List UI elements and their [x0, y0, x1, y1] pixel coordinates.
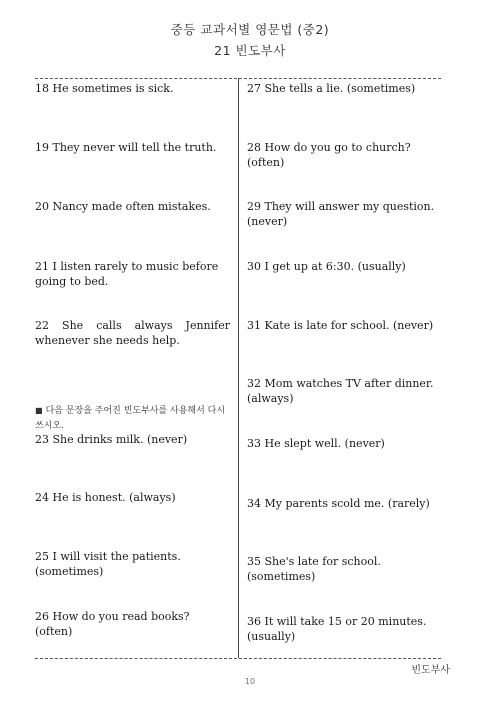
item-text: I get up at 6:30. (usually) [264, 260, 406, 273]
exercise-item-33 [247, 436, 442, 451]
bottom-divider [35, 658, 441, 659]
item-number: 32 [247, 377, 261, 390]
item-text: Kate is late for school. (never) [264, 319, 434, 332]
exercise-item-30 [247, 259, 442, 274]
exercise-item-23 [35, 432, 230, 447]
item-text: He sometimes is sick. [52, 82, 174, 95]
instruction-text: 다음 문장을 주어진 빈도부사를 사용해서 다시 쓰시오. [35, 406, 226, 431]
item-text: How do you go to church? (often) [247, 141, 411, 169]
page-number: 10 [244, 677, 256, 686]
item-text: My parents scold me. (rarely) [264, 497, 430, 510]
exercise-item-26 [35, 609, 230, 639]
item-number: 26 [35, 610, 49, 623]
item-number: 35 [247, 555, 261, 568]
exercise-item-19 [35, 140, 230, 155]
exercise-item-18 [35, 81, 230, 96]
item-number: 28 [247, 141, 261, 154]
page-title: 중등 교과서별 영문법 (중2) [170, 22, 330, 37]
item-text: She tells a lie. (sometimes) [264, 82, 416, 95]
item-number: 36 [247, 615, 261, 628]
item-text: She calls always Jennifer whenever she needs help. [35, 319, 230, 347]
item-text: She's late for school. (sometimes) [247, 555, 381, 583]
item-text: She drinks milk. (never) [52, 433, 188, 446]
item-number: 29 [247, 200, 261, 213]
item-number: 23 [35, 433, 49, 446]
item-text: I listen rarely to music before going to bed. [35, 260, 219, 288]
square-bullet-icon: ■ [35, 406, 43, 415]
item-text: How do you read books? (often) [35, 610, 190, 638]
item-text: Mom watches TV after dinner. (always) [247, 377, 434, 405]
item-text: He slept well. (never) [264, 437, 385, 450]
item-number: 34 [247, 497, 261, 510]
exercise-item-24 [35, 490, 230, 505]
chapter-subtitle: 21 빈도부사 [214, 43, 286, 58]
item-number: 27 [247, 82, 261, 95]
item-text: They will answer my question. (never) [247, 200, 435, 228]
instruction [35, 403, 230, 434]
exercise-item-20 [35, 199, 230, 214]
footer-label: 빈도부사 [411, 665, 450, 676]
exercise-item-28 [247, 140, 442, 170]
item-number: 22 [35, 319, 49, 332]
item-number: 31 [247, 319, 261, 332]
item-number: 18 [35, 82, 49, 95]
item-text: They never will tell the truth. [52, 141, 217, 154]
exercise-item-36 [247, 614, 442, 644]
exercise-item-27 [247, 81, 442, 96]
exercise-item-32 [247, 376, 442, 406]
exercise-item-25 [35, 549, 230, 579]
exercise-item-29 [247, 199, 442, 229]
item-number: 30 [247, 260, 261, 273]
exercise-item-35 [247, 554, 442, 584]
exercise-item-34 [247, 496, 442, 511]
item-number: 21 [35, 260, 49, 273]
exercise-item-21 [35, 259, 230, 289]
item-number: 24 [35, 491, 49, 504]
item-text: Nancy made often mistakes. [52, 200, 211, 213]
column-divider [238, 78, 239, 658]
item-text: I will visit the patients. (sometimes) [35, 550, 181, 578]
exercise-item-31 [247, 318, 442, 333]
item-number: 33 [247, 437, 261, 450]
exercise-item-22 [35, 318, 230, 348]
item-number: 19 [35, 141, 49, 154]
item-number: 20 [35, 200, 49, 213]
item-text: It will take 15 or 20 minutes. (usually) [247, 615, 427, 643]
item-text: He is honest. (always) [52, 491, 176, 504]
item-number: 25 [35, 550, 49, 563]
